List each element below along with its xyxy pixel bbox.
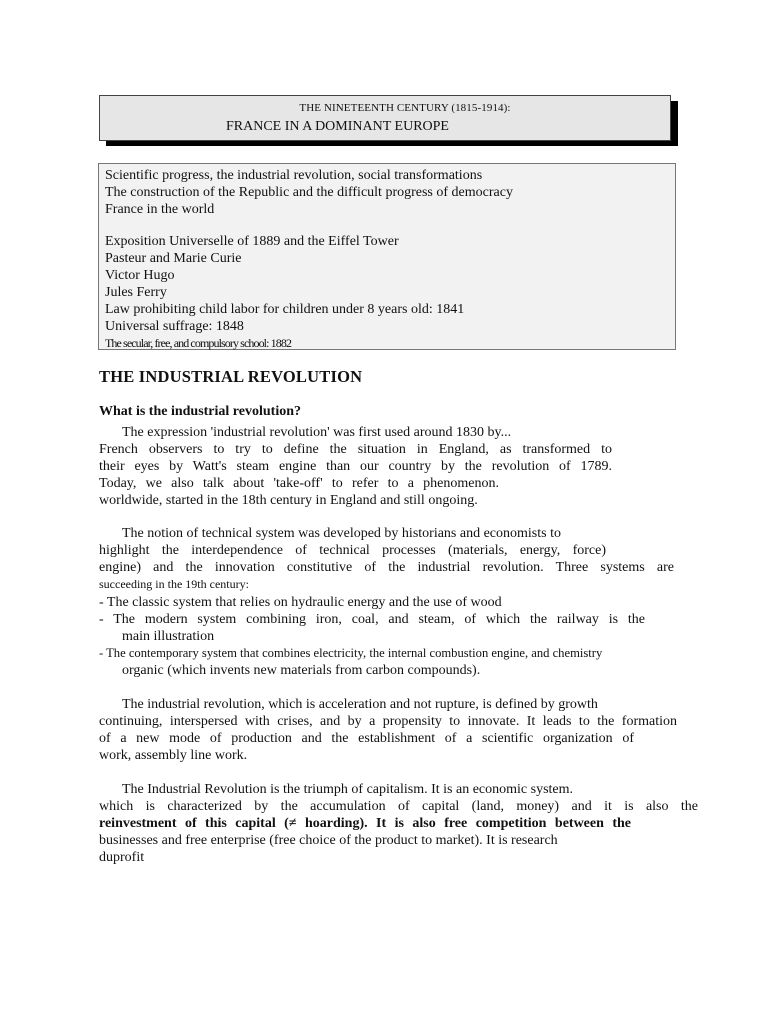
title-period: THE NINETEENTH CENTURY (1815-1914): [299, 102, 511, 114]
summary-landmark: Jules Ferry [105, 285, 167, 300]
text-line: duprofit [99, 850, 145, 865]
text-line: The industrial revolution, which is acceleration and not rupture, is defined by growth [122, 697, 598, 712]
paragraph-origin [99, 424, 699, 509]
section-subtitle: What is the industrial revolution? [99, 404, 301, 419]
list-item: - The classic system that relies on hydraulic energy and the use of wood [99, 595, 502, 610]
summary-landmark: Pasteur and Marie Curie [105, 251, 242, 266]
text-line: worldwide, started in the 18th century in England and still ongoing. [99, 493, 478, 508]
summary-theme: France in the world [105, 202, 215, 217]
title-heading: FRANCE IN A DOMINANT EUROPE [226, 119, 449, 134]
summary-landmark: Exposition Universelle of 1889 and the Eiffel Tower [105, 234, 399, 249]
list-item: - The modern system combining iron, coal, and steam, of which the railway is the [99, 612, 645, 627]
text-line: highlight the interdependence of technical processes (materials, energy, force) [99, 543, 606, 558]
summary-landmark: Victor Hugo [105, 268, 175, 283]
systems-list [99, 594, 699, 679]
text-line: their eyes by Watt's steam engine than our country by the revolution of 1789. [99, 459, 612, 474]
summary-theme: The construction of the Republic and the difficult progress of democracy [105, 185, 513, 200]
text-line: work, assembly line work. [99, 748, 248, 763]
text-line: succeeding in the 19th century: [99, 577, 249, 591]
text-line: French observers to try to define the situation in England, as transformed to [99, 442, 612, 457]
list-item-continuation: organic (which invents new materials from carbon compounds). [122, 663, 481, 678]
text-line: engine) and the innovation constitutive of the industrial revolution. Three systems are [99, 560, 674, 575]
text-line: The notion of technical system was developed by historians and economists to [122, 526, 561, 541]
text-line: which is characterized by the accumulation of capital (land, money) and it is also the [99, 799, 698, 814]
summary-landmark: Universal suffrage: 1848 [105, 319, 244, 334]
text-line: The Industrial Revolution is the triumph of capitalism. It is an economic system. [122, 782, 574, 797]
summary-box [98, 163, 676, 350]
text-line: The expression 'industrial revolution' was first used around 1830 by... [122, 425, 512, 440]
text-line: of a new mode of production and the establishment of a scientific organization of [99, 731, 634, 746]
paragraph-definition [99, 696, 699, 764]
summary-spacer [105, 218, 675, 233]
text-line: reinvestment of this capital (≠ hoarding). It is also free competition between the [99, 816, 631, 831]
summary-theme: Scientific progress, the industrial revolution, social transformations [105, 168, 483, 183]
list-item-continuation: main illustration [122, 629, 215, 644]
text-line: Today, we also talk about 'take-off' to refer to a phenomenon. [99, 476, 499, 491]
text-line: continuing, interspersed with crises, and by a propensity to innovate. It leads to the formation [99, 714, 677, 729]
title-box [99, 95, 671, 141]
text-line: businesses and free enterprise (free choice of the product to market). It is research [99, 833, 558, 848]
summary-landmark: Law prohibiting child labor for children under 8 years old: 1841 [105, 302, 465, 317]
paragraph-capitalism [99, 781, 699, 866]
list-item: - The contemporary system that combines electricity, the internal combustion engine, and chemistry [99, 646, 603, 660]
section-title: THE INDUSTRIAL REVOLUTION [99, 367, 363, 386]
paragraph-technical-system [99, 525, 699, 593]
summary-landmark: The secular, free, and compulsory school: 1882 [105, 336, 292, 350]
